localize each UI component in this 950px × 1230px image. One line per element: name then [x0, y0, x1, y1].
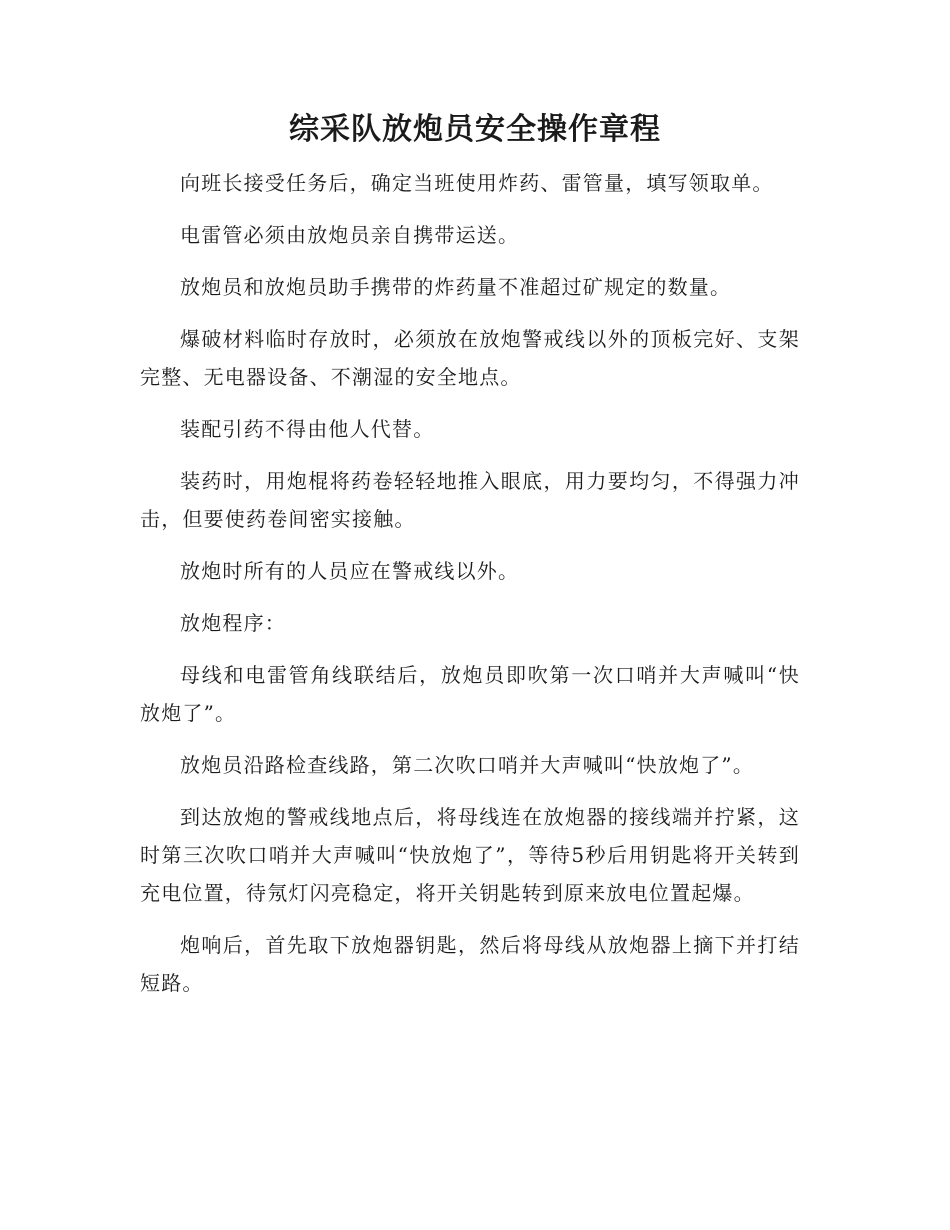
document-title: 综采队放炮员安全操作章程 — [289, 112, 661, 147]
document-body — [140, 164, 800, 1016]
paragraph-1: 向班长接受任务后，确定当班使用炸药、雷管量，填写领取单。 — [180, 171, 774, 195]
paragraph-5: 装配引药不得由他人代替。 — [180, 417, 435, 441]
paragraph-2: 电雷管必须由放炮员亲自携带运送。 — [180, 223, 520, 247]
paragraph-6: 装药时，用炮棍将药卷轻轻地推入眼底，用力要均匀，不得强力冲击，但要使药卷间密实接触。 — [140, 469, 800, 531]
paragraph-11: 到达放炮的警戒线地点后，将母线连在放炮器的接线端并拧紧，这时第三次吹口哨并大声喊叫“快放炮了”，等待5秒后用钥匙将开关转到充电位置，待氖灯闪亮稳定，将开关钥匙转到原来放电位置起爆。 — [140, 805, 800, 905]
paragraph-3: 放炮员和放炮员助手携带的炸药量不准超过矿规定的数量。 — [180, 275, 732, 299]
paragraph-10: 放炮员沿路检查线路，第二次吹口哨并大声喊叫“快放炮了”。 — [180, 753, 755, 777]
paragraph-4: 爆破材料临时存放时，必须放在放炮警戒线以外的顶板完好、支架完整、无电器设备、不潮湿的安全地点。 — [140, 327, 800, 389]
paragraph-8: 放炮程序： — [180, 611, 286, 635]
paragraph-12: 炮响后，首先取下放炮器钥匙，然后将母线从放炮器上摘下并打结短路。 — [140, 933, 800, 995]
paragraph-9: 母线和电雷管角线联结后，放炮员即吹第一次口哨并大声喊叫“快放炮了”。 — [140, 663, 800, 725]
paragraph-7: 放炮时所有的人员应在警戒线以外。 — [180, 559, 520, 583]
